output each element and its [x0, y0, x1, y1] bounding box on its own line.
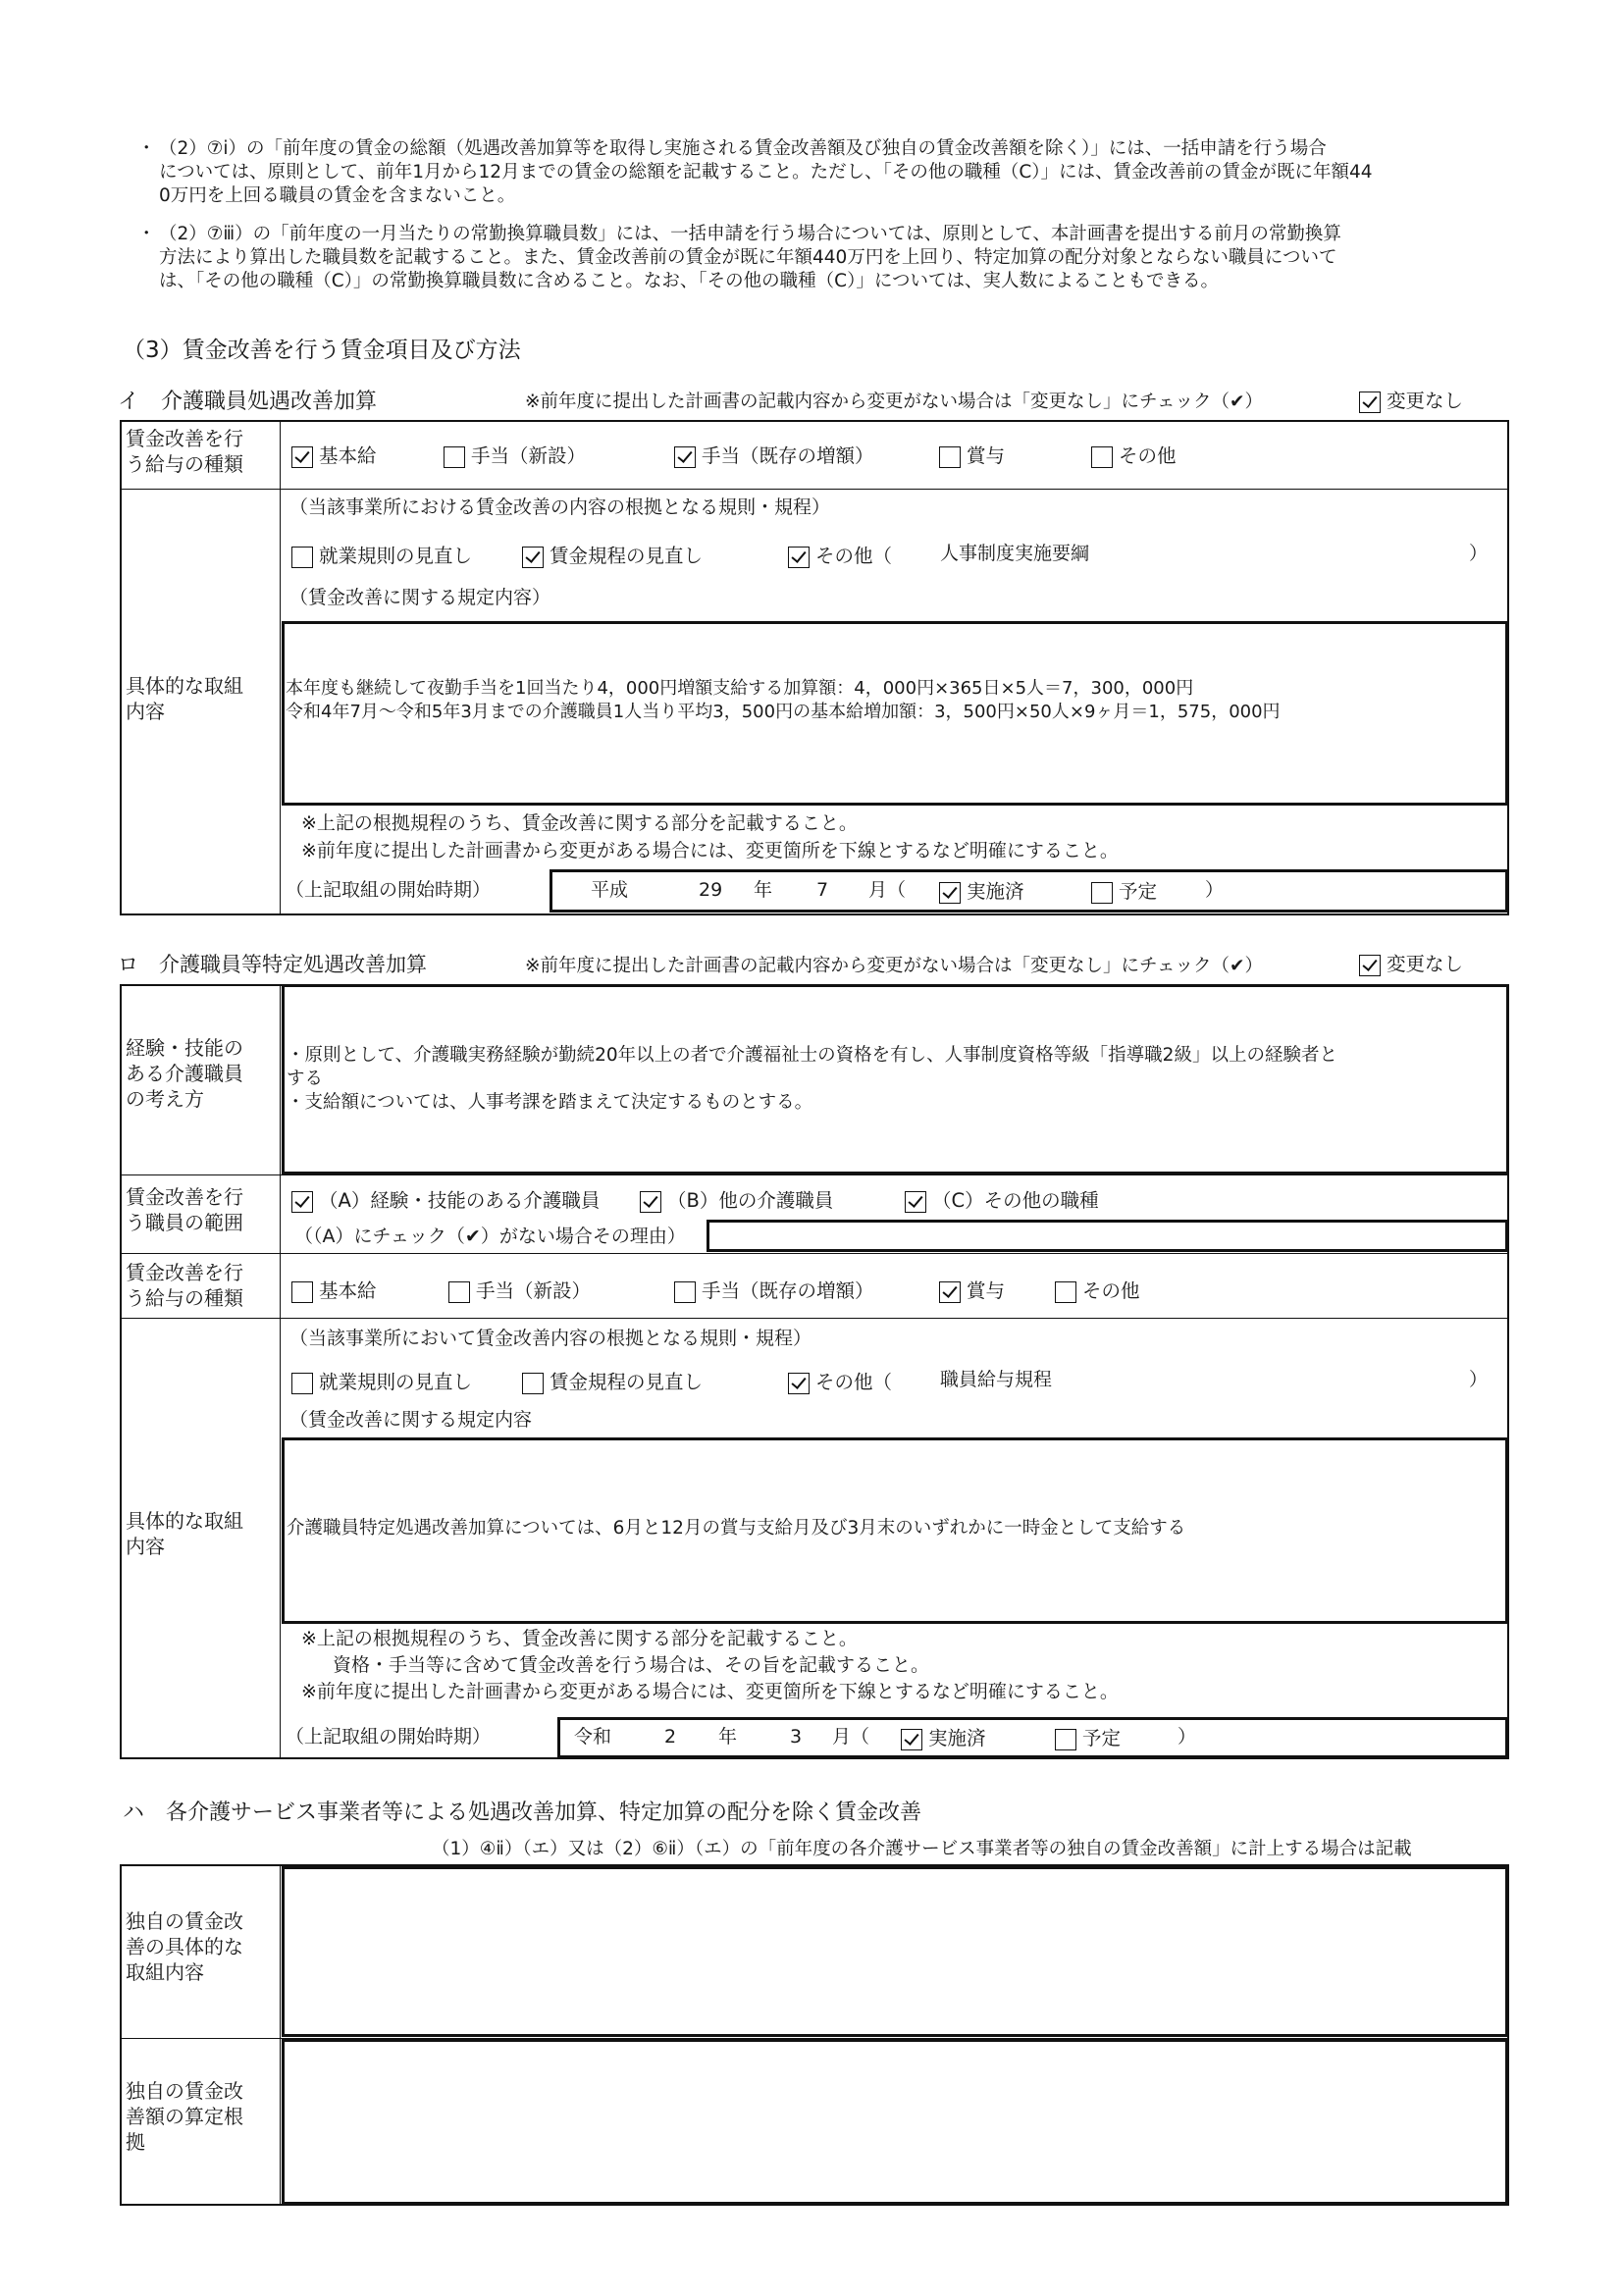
checkbox[interactable]	[788, 547, 810, 568]
wage-opt-other[interactable]: その他	[1091, 441, 1177, 468]
checkbox[interactable]	[1091, 882, 1113, 904]
nochange-checkbox[interactable]	[1359, 955, 1381, 976]
checkbox[interactable]	[905, 1191, 926, 1213]
basis-opt-work-rules[interactable]: 就業規則の見直し	[291, 1367, 472, 1394]
range-opt-b[interactable]: （B）他の介護職員	[640, 1185, 833, 1213]
basis-other-value: 人事制度実施要綱	[940, 543, 1090, 564]
start-month-unit: 月（	[868, 879, 907, 901]
section-i-nochange[interactable]	[1359, 386, 1463, 413]
section-title: （3）賃金改善を行う賃金項目及び方法	[123, 338, 521, 363]
section-ro-col-divider	[280, 984, 281, 1759]
bullet: ・	[137, 138, 156, 159]
note-2-line-3: は、「その他の職種（C）」の常勤換算職員数に含めること。なお、「その他の職種（C）」については、実人数によることもできる。	[159, 271, 1219, 291]
status-plan[interactable]: 予定	[1091, 876, 1157, 904]
range-reason-box[interactable]	[707, 1220, 1508, 1252]
rule-heading: （賃金改善に関する規定内容	[289, 1409, 533, 1431]
divider	[120, 1253, 1509, 1254]
section-ha-row2-box[interactable]	[282, 2039, 1508, 2205]
remark-1: ※上記の根拠規程のうち、賃金改善に関する部分を記載すること。	[301, 812, 858, 834]
wage-opt-bonus[interactable]: 賞与	[939, 441, 1005, 468]
wage-opt-basic[interactable]: 基本給	[291, 1276, 377, 1303]
status-done[interactable]: 実施済	[901, 1723, 986, 1750]
start-label: （上記取組の開始時期）	[286, 879, 492, 901]
section-i-col-divider	[280, 420, 281, 915]
section-ro-title: ロ 介護職員等特定処遇改善加算	[118, 953, 427, 976]
detail-line-2: 令和4年7月～令和5年3月までの介護職員1人当り平均3，500円の基本給増加額：3，500円×50人×9ヶ月＝1，575，000円	[286, 702, 1281, 722]
section-i-title: イ 介護職員処遇改善加算	[118, 390, 378, 414]
checkbox[interactable]	[939, 882, 961, 904]
start-year-unit: 年	[718, 1726, 738, 1748]
basis-heading: （当該事業所において賃金改善内容の根拠となる規則・規程）	[289, 1328, 812, 1349]
bullet: ・	[137, 224, 156, 244]
checkbox[interactable]	[1091, 446, 1113, 468]
note-1-line-3: 0万円を上回る職員の賃金を含まないこと。	[159, 185, 516, 206]
section-ro-range-label: 賃金改善を行 う職員の範囲	[126, 1185, 243, 1234]
divider	[120, 1318, 1509, 1319]
status-close: ）	[1205, 879, 1225, 901]
checkbox[interactable]	[674, 446, 696, 468]
section-i-wagetype-label: 賃金改善を行 う給与の種類	[126, 427, 243, 476]
note-2-line-1: （2）⑦ⅲ）の「前年度の一月当たりの常勤換算職員数」には、一括申請を行う場合については、原則として、本計画書を提出する前月の常勤換算	[159, 224, 1341, 244]
status-close: ）	[1178, 1726, 1197, 1748]
rule-heading: （賃金改善に関する規定内容）	[289, 587, 551, 608]
section-ha-title: ハ 各介護サービス事業者等による処遇改善加算、特定加算の配分を除く賃金改善	[123, 1800, 922, 1825]
checkbox[interactable]	[939, 446, 961, 468]
checkbox[interactable]	[640, 1191, 661, 1213]
note-2-line-2: 方法により算出した職員数を記載すること。また、賃金改善前の賃金が既に年額440万円を上回り、特定加算の配分対象とならない職員について	[159, 247, 1337, 268]
start-year: 2	[664, 1726, 677, 1748]
basis-close-paren: ）	[1469, 543, 1489, 564]
checkbox[interactable]	[674, 1281, 696, 1303]
wage-opt-new-allowance[interactable]: 手当（新設）	[444, 441, 586, 468]
wage-opt-bonus[interactable]: 賞与	[939, 1276, 1005, 1303]
section-ro-detail-label: 具体的な取組 内容	[126, 1509, 243, 1558]
section-ro-note: ※前年度に提出した計画書の記載内容から変更がない場合は「変更なし」にチェック（✔）	[525, 956, 1263, 976]
start-box	[550, 869, 1508, 913]
range-opt-c[interactable]: （C）その他の職種	[905, 1185, 1099, 1213]
checkbox[interactable]	[291, 1281, 313, 1303]
checkbox[interactable]	[291, 1191, 313, 1213]
section-ha-row2-label: 独自の賃金改 善額の算定根 拠	[126, 2079, 243, 2154]
checkbox[interactable]	[901, 1729, 922, 1750]
start-year-unit: 年	[754, 879, 773, 901]
exp-line-3: ・支給額については、人事考課を踏まえて決定するものとする。	[287, 1092, 813, 1113]
wage-opt-other[interactable]: その他	[1055, 1276, 1140, 1303]
start-month-unit: 月（	[832, 1726, 870, 1748]
section-i-note: ※前年度に提出した計画書の記載内容から変更がない場合は「変更なし」にチェック（✔）	[525, 391, 1263, 412]
nochange-label: 変更なし	[1387, 953, 1464, 975]
basis-opt-work-rules[interactable]: 就業規則の見直し	[291, 541, 472, 568]
section-ro-exp-box[interactable]	[282, 984, 1509, 1174]
start-box	[557, 1717, 1508, 1758]
checkbox[interactable]	[939, 1281, 961, 1303]
section-ha-row1-label: 独自の賃金改 善の具体的な 取組内容	[126, 1909, 243, 1984]
section-ha-row1-box[interactable]	[282, 1866, 1508, 2037]
basis-opt-other[interactable]: その他（	[788, 1367, 892, 1394]
note-1-line-2: については、原則として、前年1月から12月までの賃金の総額を記載すること。ただし、「その他の職種（C）」には、賃金改善前の賃金が既に年額44	[159, 162, 1373, 183]
basis-close-paren: ）	[1469, 1369, 1489, 1390]
checkbox[interactable]	[291, 1373, 313, 1394]
section-ha-note: （1）④ⅱ）（エ）又は（2）⑥ⅱ）（エ）の「前年度の各介護サービス事業者等の独自の賃金改善額」に計上する場合は記載	[432, 1839, 1412, 1859]
checkbox[interactable]	[448, 1281, 470, 1303]
exp-line-2: する	[287, 1069, 324, 1089]
basis-opt-wage-rules[interactable]: 賃金規程の見直し	[522, 1367, 703, 1394]
start-year: 29	[699, 879, 723, 901]
nochange-label: 変更なし	[1387, 390, 1464, 412]
basis-heading: （当該事業所における賃金改善の内容の根拠となる規則・規程）	[289, 496, 831, 518]
section-ro-nochange[interactable]	[1359, 949, 1463, 976]
section-ha-col-divider	[280, 1864, 281, 2206]
start-era: 平成	[591, 879, 629, 901]
nochange-checkbox[interactable]	[1359, 391, 1381, 413]
divider	[120, 1174, 1509, 1175]
range-reason-label: （（A）にチェック（✔）がない場合その理由）	[294, 1226, 686, 1247]
status-plan[interactable]: 予定	[1055, 1723, 1121, 1750]
status-done[interactable]: 実施済	[939, 876, 1024, 904]
remark-1: ※上記の根拠規程のうち、賃金改善に関する部分を記載すること。	[301, 1628, 858, 1649]
wage-opt-new-allowance[interactable]: 手当（新設）	[448, 1276, 591, 1303]
remark-2: ※前年度に提出した計画書から変更がある場合には、変更箇所を下線とするなど明確にすること。	[301, 840, 1119, 861]
checkbox[interactable]	[291, 547, 313, 568]
section-ro-wagetype-label: 賃金改善を行 う給与の種類	[126, 1261, 243, 1310]
wage-opt-existing-allowance[interactable]: 手当（既存の増額）	[674, 441, 874, 468]
basis-opt-wage-rules[interactable]: 賃金規程の見直し	[522, 541, 703, 568]
checkbox[interactable]	[1055, 1281, 1076, 1303]
detail-line-1: 本年度も継続して夜勤手当を1回当たり4，000円増額支給する加算額：4，000円×365日×5人＝7，300，000円	[286, 678, 1194, 699]
checkbox[interactable]	[522, 1373, 544, 1394]
wage-opt-basic[interactable]: 基本給	[291, 441, 377, 468]
exp-line-1: ・原則として、介護職実務経験が勤続20年以上の者で介護福祉士の資格を有し、人事制度資格等級「指導職2級」以上の経験者と	[287, 1045, 1337, 1066]
wage-opt-existing-allowance[interactable]: 手当（既存の増額）	[674, 1276, 874, 1303]
checkbox[interactable]	[291, 446, 313, 468]
basis-other-value: 職員給与規程	[940, 1369, 1053, 1390]
start-label: （上記取組の開始時期）	[286, 1726, 492, 1748]
divider	[120, 489, 1509, 490]
remark-2: 資格・手当等に含めて賃金改善を行う場合は、その旨を記載すること。	[333, 1654, 930, 1676]
start-month: 3	[790, 1726, 803, 1748]
checkbox[interactable]	[788, 1373, 810, 1394]
note-1-line-1: （2）⑦ⅰ）の「前年度の賃金の総額（処遇改善加算等を取得し実施される賃金改善額及び独自の賃金改善額を除く）」には、一括申請を行う場合	[159, 138, 1327, 159]
section-ro-exp-label: 経験・技能の ある介護職員 の考え方	[126, 1036, 243, 1111]
remark-3: ※前年度に提出した計画書から変更がある場合には、変更箇所を下線とするなど明確にすること。	[301, 1681, 1119, 1702]
basis-opt-other[interactable]: その他（	[788, 541, 892, 568]
detail-text: 介護職員特定処遇改善加算については、6月と12月の賞与支給月及び3月末のいずれかに一時金として支給する	[287, 1518, 1186, 1539]
section-i-detail-label: 具体的な取組 内容	[126, 674, 243, 723]
checkbox[interactable]	[522, 547, 544, 568]
start-month: 7	[816, 879, 829, 901]
checkbox[interactable]	[1055, 1729, 1076, 1750]
range-opt-a[interactable]: （A）経験・技能のある介護職員	[291, 1185, 600, 1213]
checkbox[interactable]	[444, 446, 465, 468]
start-era: 令和	[574, 1726, 612, 1748]
